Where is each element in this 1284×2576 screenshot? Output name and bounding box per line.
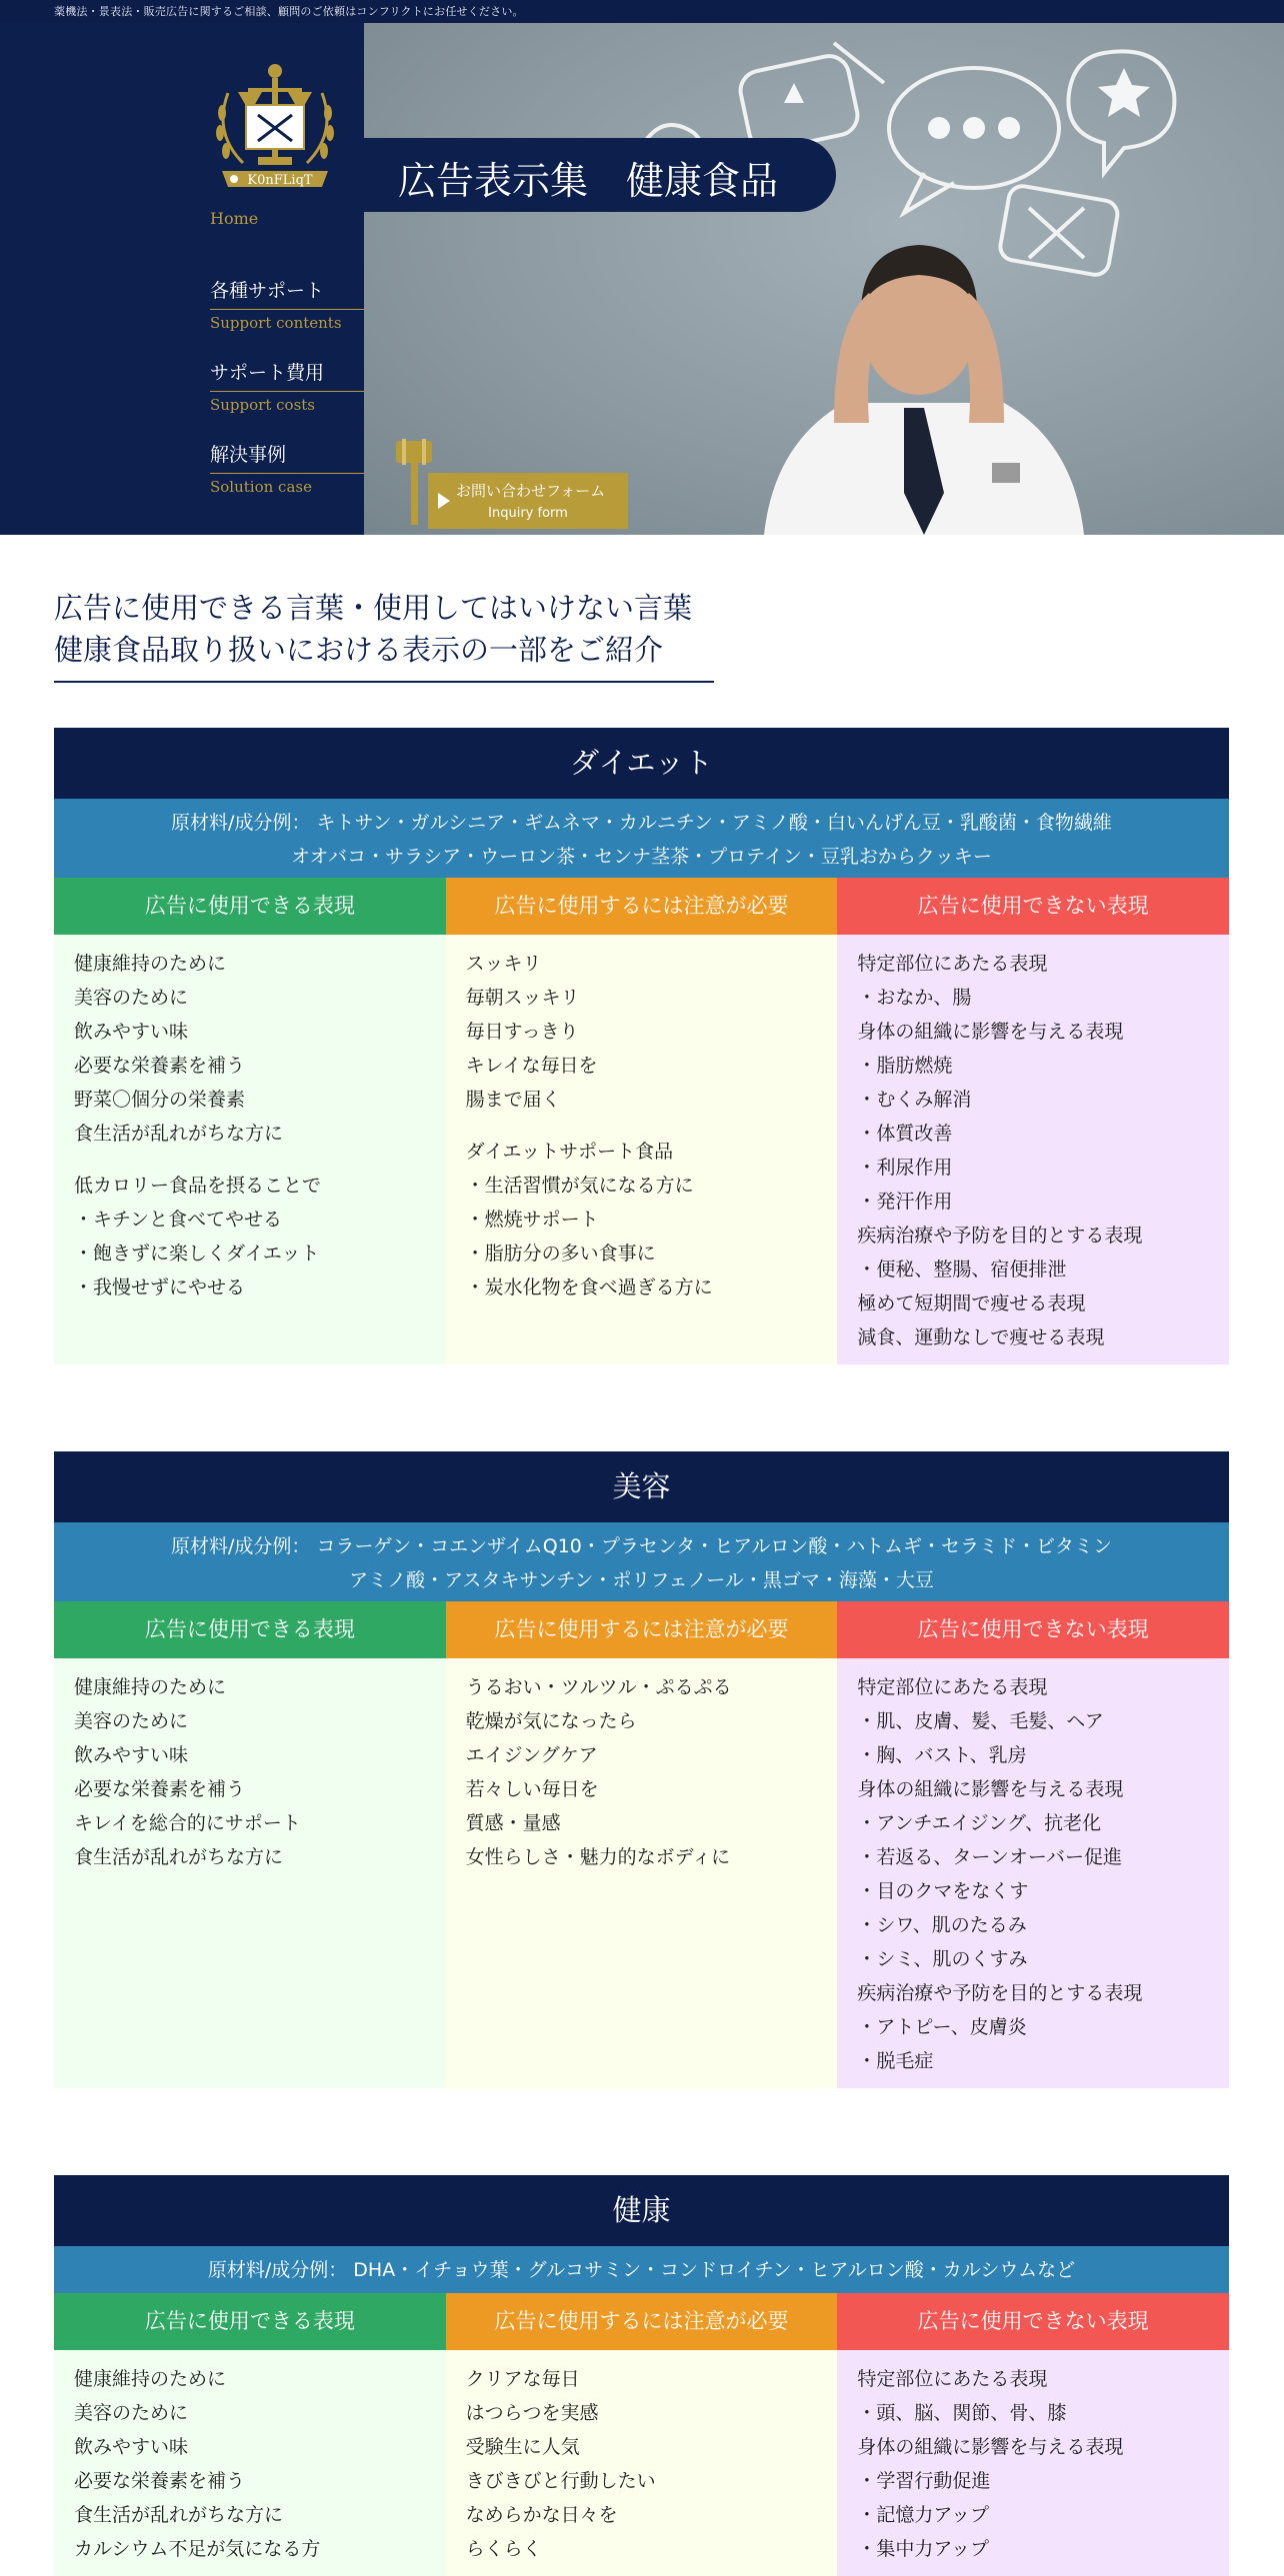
expression-item: 食生活が乱れがちな方に	[74, 1123, 284, 1145]
expression-columns	[54, 2350, 1229, 2576]
header-usable: 広告に使用できる表現	[54, 2293, 446, 2350]
expression-item: きびきびと行動したい	[465, 2470, 656, 2492]
expression-item: ・我慢せずにやせる	[74, 1277, 246, 1298]
page-title-banner	[364, 138, 836, 212]
intro-line-2: 健康食品取り扱いにおける表示の一部をご紹介	[54, 633, 664, 667]
expression-item: 疾病治療や予防を目的とする表現	[857, 1982, 1143, 2004]
section-title: ダイエット	[54, 728, 1229, 799]
sidebar	[0, 23, 364, 535]
nav-support-costs[interactable]	[210, 358, 364, 392]
expression-item: 疾病治療や予防を目的とする表現	[857, 1225, 1143, 1247]
hero-image	[364, 23, 1284, 535]
ingredients-band	[54, 1522, 1229, 1601]
expression-item: 毎日すっきり	[465, 1021, 579, 1043]
logo-wordmark: K0nFLiqT	[247, 173, 313, 188]
expression-item: 身体の組織に影響を与える表現	[857, 1021, 1124, 1043]
ingredients-line: 原材料/成分例： コラーゲン・コエンザイムQ10・プラセンタ・ヒアルロン酸・ハトムギ・セラミド・ビタミン	[171, 1535, 1112, 1557]
expression-item: ・集中力アップ	[857, 2538, 989, 2560]
expression-item: 特定部位にあたる表現	[857, 953, 1048, 975]
expression-item: 必要な栄養素を補う	[74, 2470, 246, 2492]
expression-item: ・体質改善	[857, 1123, 953, 1145]
contact-form-label-en: Inquiry form	[488, 506, 568, 521]
konfliqt-logo[interactable]	[208, 53, 342, 197]
expression-item: ・飽きずに楽しくダイエット	[74, 1243, 320, 1265]
intro-line-1: 広告に使用できる言葉・使用してはいけない言葉	[54, 591, 693, 625]
nav-solution-case[interactable]	[210, 440, 364, 474]
expression-item: ・若返る、ターンオーバー促進	[857, 1846, 1122, 1868]
page-title: 広告表示集 健康食品	[398, 159, 779, 203]
expression-item: スッキリ	[465, 953, 542, 975]
expression-item: うるおい・ツルツル・ぷるぷる	[465, 1676, 732, 1698]
column-headers	[54, 2293, 1229, 2350]
hero	[0, 23, 1284, 535]
column-usable	[54, 935, 446, 1364]
expression-item: ・炭水化物を食べ過ぎる方に	[465, 1277, 713, 1298]
header-unusable: 広告に使用できない表現	[837, 2293, 1229, 2350]
expression-item: ・発汗作用	[857, 1191, 953, 1213]
expression-columns	[54, 935, 1229, 1364]
column-headers	[54, 1601, 1229, 1658]
expression-item: 飲みやすい味	[74, 2436, 189, 2458]
expression-item: 野菜〇個分の栄養素	[74, 1089, 246, 1111]
expression-item: ・記憶力アップ	[857, 2504, 989, 2526]
expression-item: ・便秘、整腸、宿便排泄	[857, 1259, 1067, 1281]
expression-item: 低カロリー食品を摂ることで	[74, 1175, 322, 1197]
expression-item: ・胸、バスト、乳房	[857, 1744, 1027, 1766]
expression-item: 特定部位にあたる表現	[857, 1676, 1048, 1698]
header-usable: 広告に使用できる表現	[54, 1601, 446, 1658]
header-unusable: 広告に使用できない表現	[837, 878, 1229, 935]
expression-item: ・燃焼サポート	[465, 1209, 599, 1231]
expression-item: ・利尿作用	[857, 1157, 953, 1179]
expression-item: 乾燥が気になったら	[465, 1710, 637, 1732]
expression-item: ・頭、脳、関節、骨、膝	[857, 2402, 1067, 2424]
nav-solution-case-jp: 解決事例	[210, 444, 287, 466]
section-diet	[54, 728, 1229, 1364]
expression-item: ・脱毛症	[857, 2050, 934, 2072]
column-caution	[446, 1658, 838, 2088]
nav-support-contents[interactable]	[210, 276, 364, 310]
expression-item: 食生活が乱れがちな方に	[74, 1846, 284, 1868]
nav-solution-case-en[interactable]: Solution case	[210, 478, 312, 496]
expression-item: 受験生に人気	[465, 2436, 580, 2458]
expression-item: ダイエットサポート食品	[465, 1141, 674, 1163]
column-usable	[54, 2350, 446, 2576]
expression-item: ・学習行動促進	[857, 2470, 991, 2492]
expression-item: 特定部位にあたる表現	[857, 2368, 1048, 2390]
expression-item: カルシウム不足が気になる方	[74, 2538, 321, 2560]
expression-item: ・脂肪分の多い食事に	[465, 1243, 656, 1265]
expression-item: クリアな毎日	[465, 2368, 580, 2390]
expression-item: 飲みやすい味	[74, 1021, 189, 1043]
expression-item: ・生活習慣が気になる方に	[465, 1175, 694, 1197]
header-unusable: 広告に使用できない表現	[837, 1601, 1229, 1658]
expression-item: エイジングケア	[465, 1744, 598, 1766]
header-caution: 広告に使用するには注意が必要	[446, 1601, 838, 1658]
expression-item: ・アトピー、皮膚炎	[857, 2016, 1027, 2038]
column-unusable	[837, 1658, 1229, 2088]
expression-item: 美容のために	[74, 1710, 189, 1732]
nav-home-label[interactable]: Home	[210, 209, 259, 228]
ingredients-band	[54, 2246, 1229, 2293]
expression-item: キレイを総合的にサポート	[74, 1812, 301, 1834]
header-caution: 広告に使用するには注意が必要	[446, 878, 838, 935]
contact-form-label-jp: お問い合わせフォーム	[456, 482, 606, 500]
expression-item: ・目のクマをなくす	[857, 1880, 1029, 1902]
expression-item: ・肌、皮膚、髪、毛髪、ヘア	[857, 1710, 1104, 1732]
expression-item: ・シワ、肌のたるみ	[857, 1914, 1027, 1936]
expression-item: キレイな毎日を	[465, 1055, 598, 1077]
expression-item: 健康維持のために	[74, 1676, 227, 1698]
expression-item: 質感・量感	[465, 1812, 561, 1834]
expression-item: 女性らしさ・魅力的なボディに	[465, 1846, 731, 1868]
expression-item: はつらつを実感	[465, 2402, 599, 2424]
expression-item: なめらかな日々を	[465, 2504, 618, 2526]
expression-item: ・キチンと食べてやせる	[74, 1209, 283, 1231]
expression-item: ・シミ、肌のくすみ	[857, 1948, 1028, 1970]
ingredients-line: 原材料/成分例： キトサン・ガルシニア・ギムネマ・カルニチン・アミノ酸・白いんげん豆・乳酸菌・食物繊維	[171, 812, 1112, 834]
header-caution: 広告に使用するには注意が必要	[446, 2293, 838, 2350]
expression-item: 健康維持のために	[74, 953, 227, 975]
expression-item: 必要な栄養素を補う	[74, 1778, 246, 1800]
expression-item: 美容のために	[74, 2402, 189, 2424]
ingredients-band	[54, 799, 1229, 878]
section-beauty	[54, 1451, 1229, 2088]
expression-item: 極めて短期間で痩せる表現	[857, 1292, 1086, 1314]
section-health	[54, 2175, 1229, 2576]
expression-item: ・アンチエイジング、抗老化	[857, 1812, 1102, 1834]
expression-item: ・むくみ解消	[857, 1089, 972, 1111]
section-title: 健康	[54, 2175, 1229, 2246]
column-headers	[54, 878, 1229, 935]
contact-form-button[interactable]	[428, 473, 628, 529]
nav-support-contents-en[interactable]: Support contents	[210, 314, 342, 332]
expression-item: 食生活が乱れがちな方に	[74, 2504, 284, 2526]
expression-item: 必要な栄養素を補う	[74, 1055, 246, 1077]
expression-item: 身体の組織に影響を与える表現	[857, 2436, 1124, 2458]
expression-item: 美容のために	[74, 987, 189, 1009]
ingredients-line: オオバコ・サラシア・ウーロン茶・センナ茎茶・プロテイン・豆乳おからクッキー	[291, 846, 992, 868]
expression-item: 若々しい毎日を	[465, 1778, 599, 1800]
section-title: 美容	[54, 1451, 1229, 1522]
expression-item: 健康維持のために	[74, 2368, 227, 2390]
intro-heading	[54, 587, 714, 683]
column-unusable	[837, 935, 1229, 1364]
expression-item: 飲みやすい味	[74, 1744, 189, 1766]
top-announcement: 薬機法・景表法・販売広告に関するご相談、顧問のご依頼はコンフリクトにお任せください。	[0, 0, 1284, 23]
expression-item: らくらく	[465, 2538, 542, 2560]
column-unusable	[837, 2350, 1229, 2576]
expression-item: ・脂肪燃焼	[857, 1055, 953, 1077]
column-usable	[54, 1658, 446, 2088]
column-caution	[446, 935, 838, 1364]
header-usable: 広告に使用できる表現	[54, 878, 446, 935]
column-caution	[446, 2350, 838, 2576]
expression-item: 毎朝スッキリ	[465, 987, 580, 1009]
nav-support-costs-en[interactable]: Support costs	[210, 396, 315, 414]
expression-item: 減食、運動なしで痩せる表現	[857, 1326, 1105, 1348]
ingredients-line: 原材料/成分例： DHA・イチョウ葉・グルコサミン・コンドロイチン・ヒアルロン酸・カルシウムなど	[207, 2259, 1076, 2281]
ingredients-line: アミノ酸・アスタキサンチン・ポリフェノール・黒ゴマ・海藻・大豆	[349, 1569, 934, 1591]
expression-columns	[54, 1658, 1229, 2088]
expression-item: ・おなか、腸	[857, 987, 972, 1009]
expression-item: 身体の組織に影響を与える表現	[857, 1778, 1124, 1800]
nav-support-costs-jp: サポート費用	[210, 362, 325, 384]
nav-support-contents-jp: 各種サポート	[210, 280, 325, 302]
expression-item: 腸まで届く	[465, 1089, 561, 1111]
